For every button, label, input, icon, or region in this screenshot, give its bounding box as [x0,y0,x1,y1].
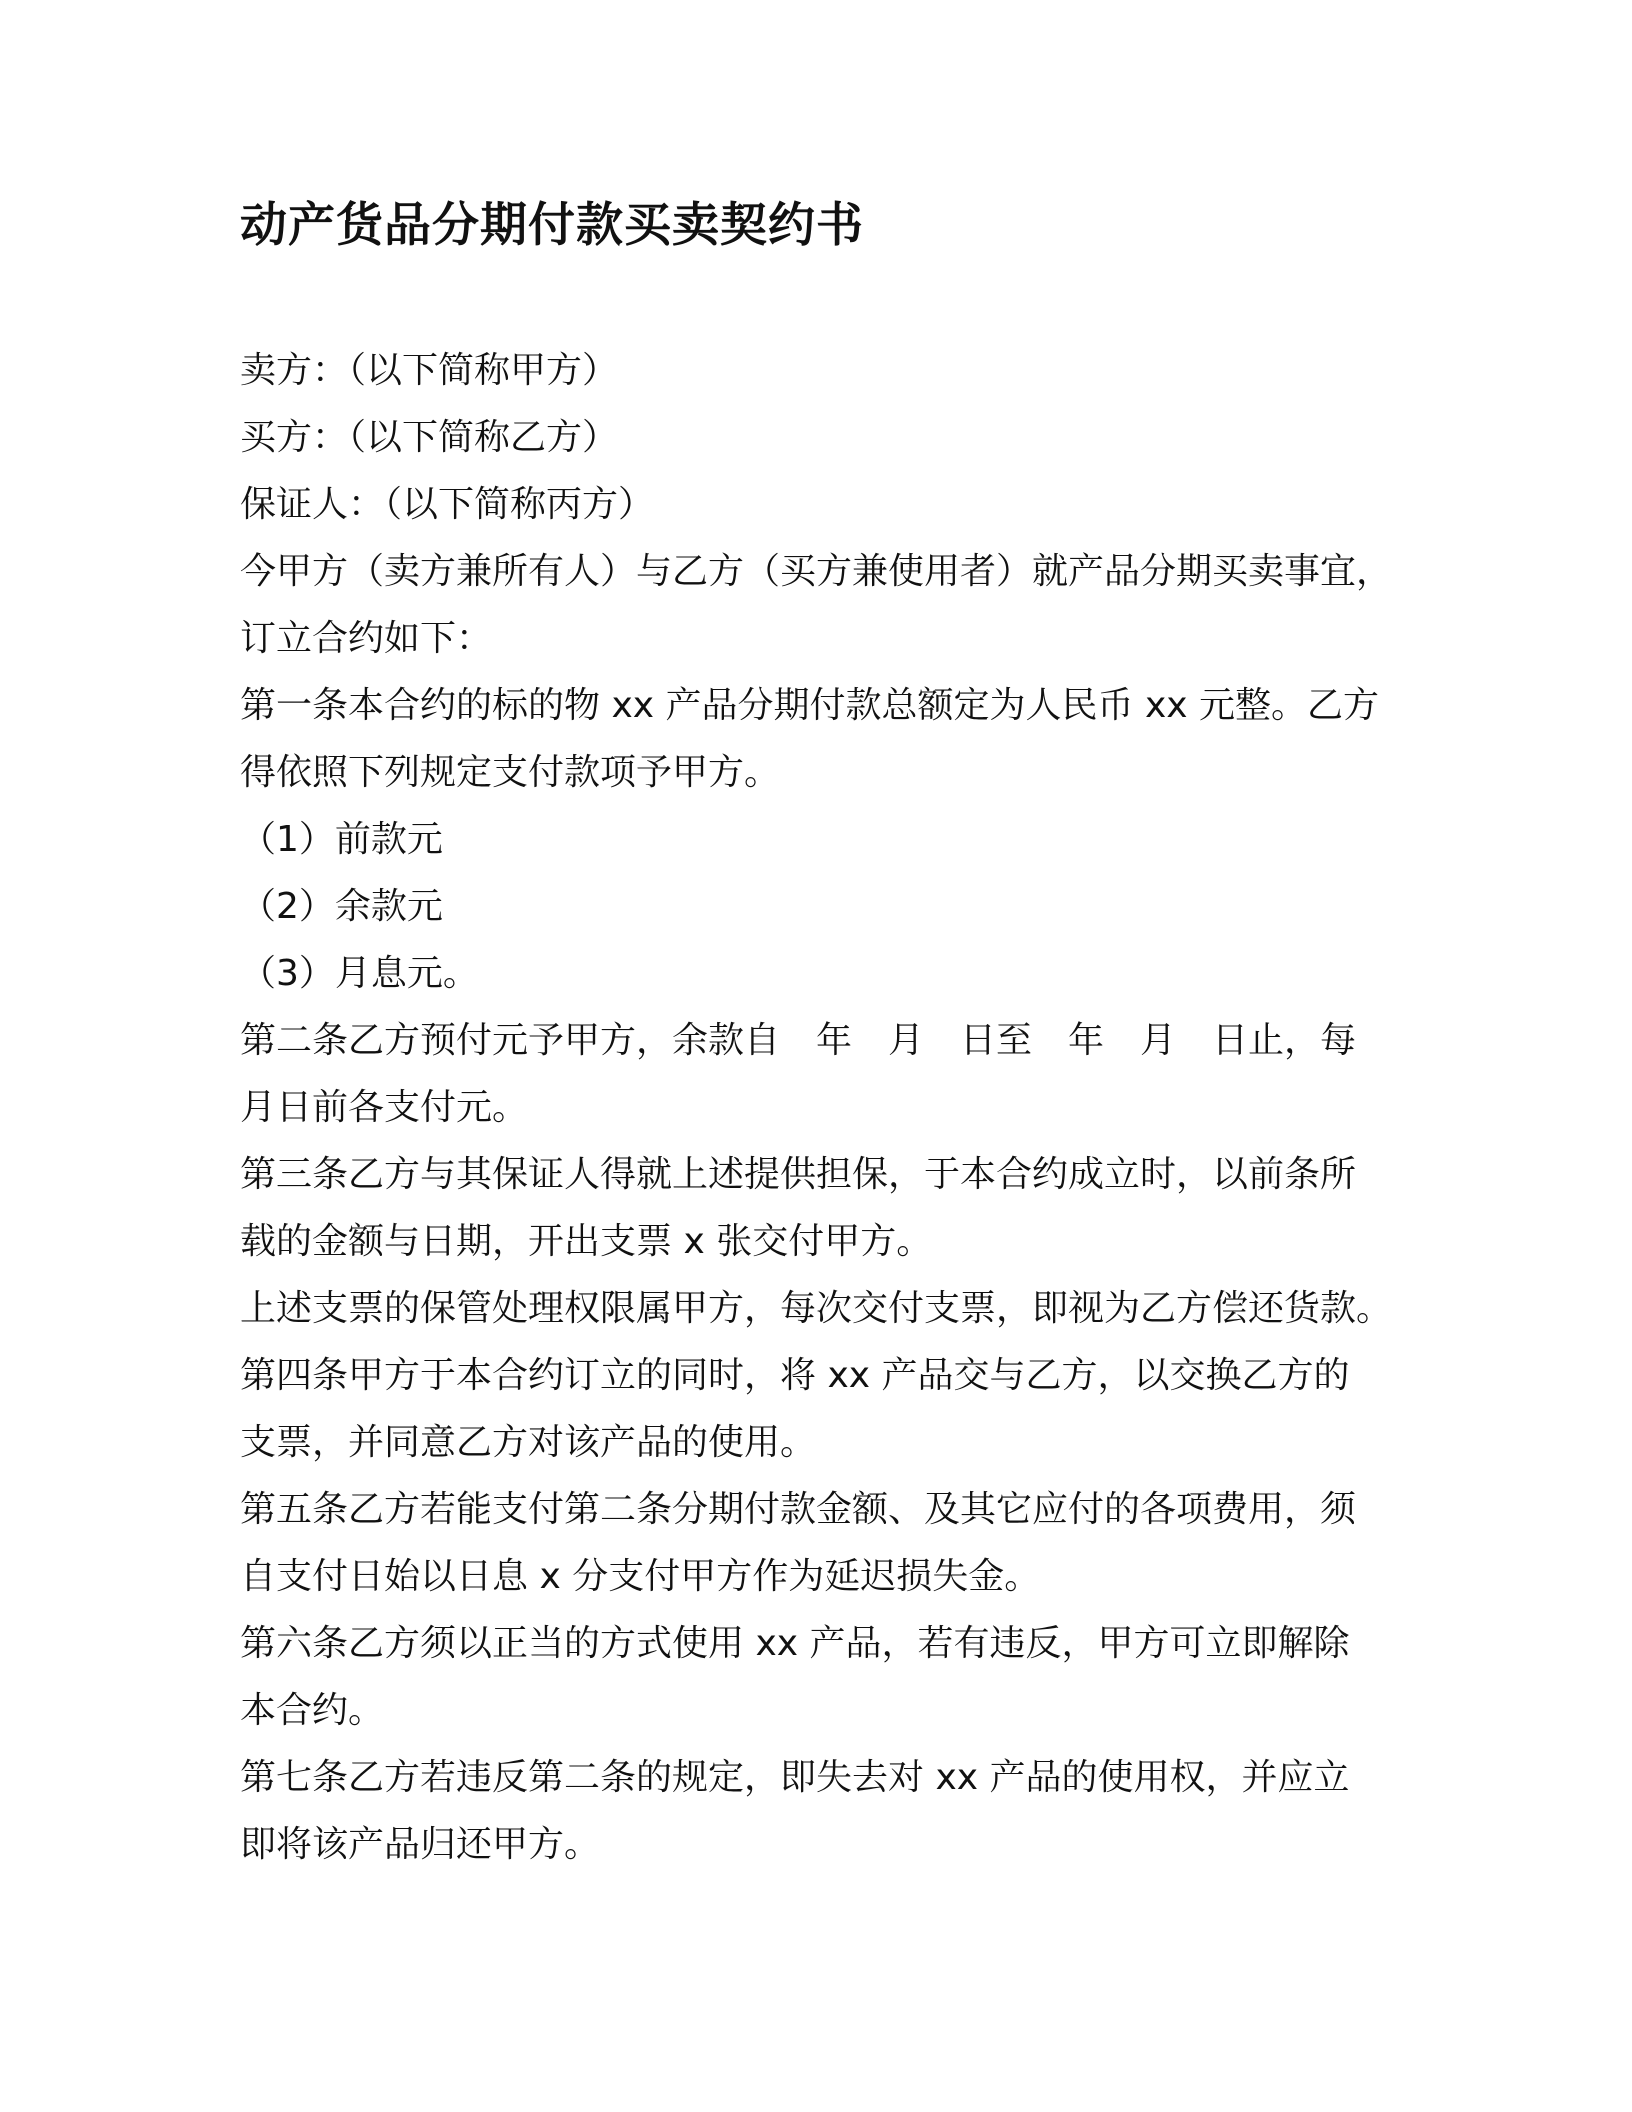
article-7-line: 即将该产品归还甲方。 [240,1824,601,1865]
article-4-line: 支票，并同意乙方对该产品的使用。 [240,1422,817,1463]
article-5-line: 第五条乙方若能支付第二条分期付款金额、及其它应付的各项费用，须 [240,1489,1357,1530]
preamble-line: 订立合约如下： [240,618,493,659]
article-3-note-line: 上述支票的保管处理权限属甲方，每次交付支票，即视为乙方偿还货款。 [240,1288,1393,1329]
list-item: （3）月息元。 [240,953,479,994]
article-3-line: 第三条乙方与其保证人得就上述提供担保，于本合约成立时，以前条所 [240,1154,1357,1195]
article-6-line: 第六条乙方须以正当的方式使用 xx 产品，若有违反，甲方可立即解除 [240,1623,1350,1664]
article-3-line: 载的金额与日期，开出支票 x 张交付甲方。 [240,1221,933,1262]
party-seller-line: 卖方：（以下简称甲方） [240,350,619,391]
document-title: 动产货品分期付款买卖契约书 [240,198,864,253]
party-buyer-line: 买方：（以下简称乙方） [240,417,619,458]
article-6-line: 本合约。 [240,1690,385,1731]
article-2-line: 第二条乙方预付元予甲方，余款自 年 月 日至 年 月 日止，每 [240,1020,1357,1061]
article-2-line: 月日前各支付元。 [240,1087,529,1128]
list-item: （1）前款元 [240,819,443,860]
article-7-line: 第七条乙方若违反第二条的规定，即失去对 xx 产品的使用权，并应立 [240,1757,1350,1798]
article-5-line: 自支付日始以日息 x 分支付甲方作为延迟损失金。 [240,1556,1041,1597]
article-1-line: 得依照下列规定支付款项予甲方。 [240,752,781,793]
list-item: （2）余款元 [240,886,443,927]
document-body [240,337,1393,1878]
party-guarantor-line: 保证人：（以下简称丙方） [240,484,655,525]
article-4-line: 第四条甲方于本合约订立的同时，将 xx 产品交与乙方，以交换乙方的 [240,1355,1350,1396]
article-1-line: 第一条本合约的标的物 xx 产品分期付款总额定为人民币 xx 元整。乙方 [240,685,1379,726]
preamble-line: 今甲方（卖方兼所有人）与乙方（买方兼使用者）就产品分期买卖事宜， [240,551,1393,592]
